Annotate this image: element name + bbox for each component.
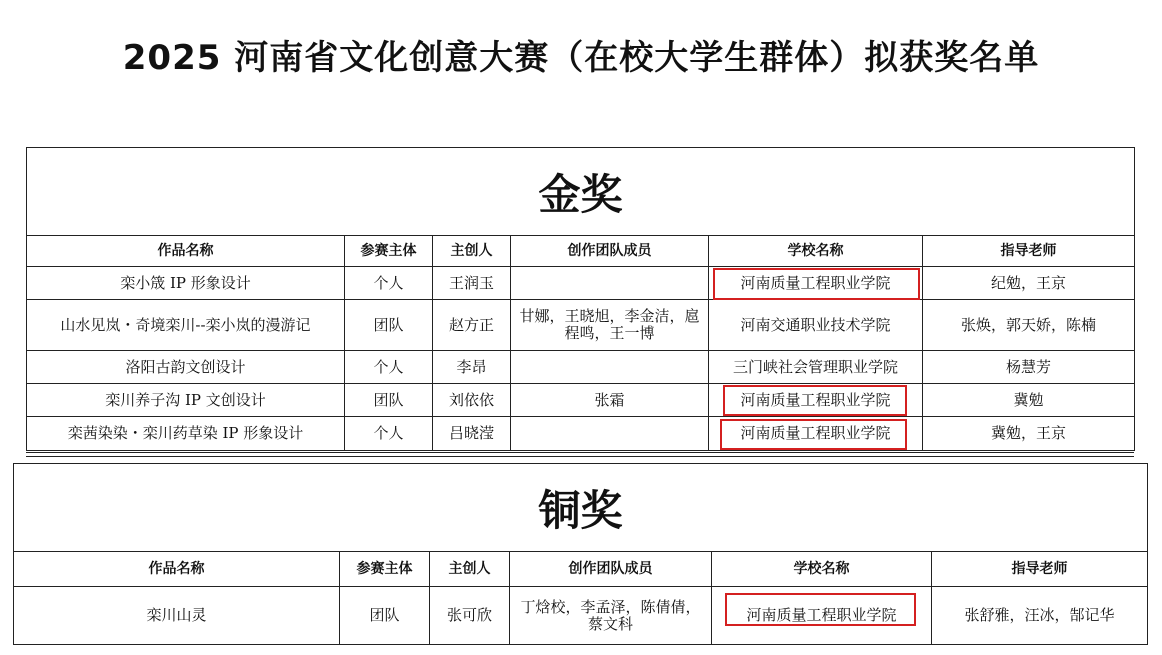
lead-creator: 王润玉 xyxy=(433,267,511,300)
bronze-header-row xyxy=(14,552,1148,587)
team-members: 甘娜，王晓旭，李金洁，扈程鸣，王一博 xyxy=(511,300,709,351)
page-break-line xyxy=(26,452,1134,457)
advisor: 冀勉，王京 xyxy=(923,417,1135,451)
table-row xyxy=(27,384,1135,417)
school-name: 河南质量工程职业学院 xyxy=(709,384,923,417)
advisor: 杨慧芳 xyxy=(923,351,1135,384)
lead-creator: 赵方正 xyxy=(433,300,511,351)
work-name: 山水见岚・奇境栾川--栾小岚的漫游记 xyxy=(27,300,345,351)
team-members xyxy=(511,267,709,300)
advisor: 冀勉 xyxy=(923,384,1135,417)
table-row xyxy=(27,417,1135,451)
header-school: 学校名称 xyxy=(709,236,923,267)
header-work-name: 作品名称 xyxy=(14,552,340,587)
school-name: 三门峡社会管理职业学院 xyxy=(709,351,923,384)
table-row xyxy=(14,587,1148,645)
work-name: 栾小筬 IP 形象设计 xyxy=(27,267,345,300)
header-lead-creator: 主创人 xyxy=(433,236,511,267)
gold-heading: 金奖 xyxy=(538,170,623,219)
bronze-section xyxy=(13,463,1148,552)
gold-section xyxy=(26,147,1135,236)
school-name: 河南质量工程职业学院 xyxy=(709,267,923,300)
work-name: 栾川养子沟 IP 文创设计 xyxy=(27,384,345,417)
advisor: 张焕，郭天娇，陈楠 xyxy=(923,300,1135,351)
team-members xyxy=(511,417,709,451)
bronze-heading: 铜奖 xyxy=(538,486,623,535)
work-name: 洛阳古韵文创设计 xyxy=(27,351,345,384)
header-advisor: 指导老师 xyxy=(923,236,1135,267)
header-work-name: 作品名称 xyxy=(27,236,345,267)
table-row xyxy=(27,300,1135,351)
lead-creator: 刘依依 xyxy=(433,384,511,417)
entry-type: 个人 xyxy=(345,417,433,451)
header-advisor: 指导老师 xyxy=(932,552,1148,587)
school-name: 河南交通职业技术学院 xyxy=(709,300,923,351)
bronze-table xyxy=(13,551,1148,645)
header-entry-type: 参赛主体 xyxy=(340,552,430,587)
lead-creator: 李昂 xyxy=(433,351,511,384)
entry-type: 团队 xyxy=(340,587,430,645)
table-row xyxy=(27,267,1135,300)
header-lead-creator: 主创人 xyxy=(430,552,510,587)
header-entry-type: 参赛主体 xyxy=(345,236,433,267)
page-title: 2025 河南省文化创意大赛（在校大学生群体）拟获奖名单 xyxy=(122,38,1040,78)
header-team-members: 创作团队成员 xyxy=(511,236,709,267)
team-members xyxy=(511,351,709,384)
advisor: 张舒雅，汪冰，郜记华 xyxy=(932,587,1148,645)
school-name: 河南质量工程职业学院 xyxy=(712,587,932,645)
header-school: 学校名称 xyxy=(712,552,932,587)
lead-creator: 张可欣 xyxy=(430,587,510,645)
team-members: 丁焓校，李孟泽，陈倩倩，蔡文科 xyxy=(510,587,712,645)
header-team-members: 创作团队成员 xyxy=(510,552,712,587)
lead-creator: 吕晓滢 xyxy=(433,417,511,451)
entry-type: 个人 xyxy=(345,351,433,384)
gold-table xyxy=(26,235,1135,451)
entry-type: 团队 xyxy=(345,384,433,417)
work-name: 栾茜染染・栾川药草染 IP 形象设计 xyxy=(27,417,345,451)
gold-header-row xyxy=(27,236,1135,267)
entry-type: 团队 xyxy=(345,300,433,351)
entry-type: 个人 xyxy=(345,267,433,300)
team-members: 张霜 xyxy=(511,384,709,417)
school-name: 河南质量工程职业学院 xyxy=(709,417,923,451)
advisor: 纪勉，王京 xyxy=(923,267,1135,300)
table-row xyxy=(27,351,1135,384)
work-name: 栾川山灵 xyxy=(14,587,340,645)
